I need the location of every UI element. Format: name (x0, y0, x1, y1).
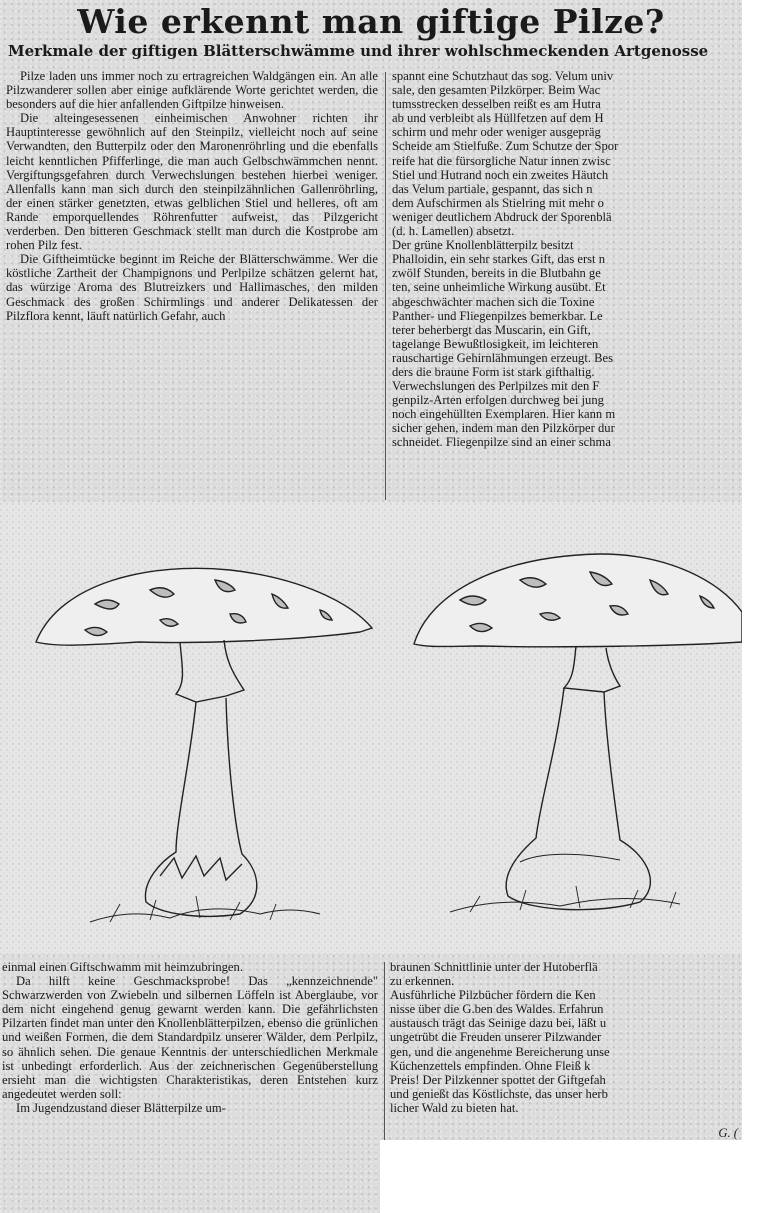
column-rule (385, 72, 386, 500)
two-mushrooms-drawing (0, 502, 742, 954)
text-line: terer beherbergt das Muscarin, ein Gift, (392, 322, 591, 337)
paragraph: Die alteingesessenen einheimischen Anwohner richten ihr Hauptinteresse gewöhnlich auf den Steinpilz, vielleicht noch auf seine Verwandten, den Butterpilz oder den Maronenröhrling und die ebenfalls leicht kenntlichen Pfifferlinge, die man auch Gelbschwämmchen nennt. Vergiftungsgefahren durch Verwechslungen bestehen hierbei weniger. Allenfalls kann man sich durch den steinpilzähnlichen Gallenröhrling, der einen stärker genetzten, etwas gelblichen Stiel und helleres, oft am Rande emporquellendes Röhrenfutter aufweist, das Pilzgericht verderben. Den bitteren Geschmack stellt man durch die Kostprobe am rohen Pilz fest. (6, 111, 378, 253)
text-line: gen, und die angenehme Bereicherung unse (390, 1044, 610, 1059)
text-line: sicher gehen, indem man den Pilzkörper dur (392, 421, 615, 436)
paragraph: Die Giftheimtücke beginnt im Reiche der Blätterschwämme. Wer die köstliche Zartheit der Champignons und Perlpilze schätzen gelernt hat, das würzige Aroma des Blutreizkers und Hallimasches, den milden Geschmack des großen Schirmlings und anderer Delikatessen der Pilzflora kennt, läuft natürlich Gefahr, auch (6, 252, 378, 323)
text-line: genpilz-Arten erfolgen durchweg bei jung (392, 393, 604, 408)
text-line: zu erkennen. (390, 974, 455, 989)
page-margin (742, 0, 776, 1213)
subheadline: Merkmale der giftigen Blätterschwämme und ihrer wohlschmeckenden Artgenosse (8, 42, 709, 60)
text-line: weniger deutlichem Abdruck der Sporenblä (392, 209, 612, 224)
text-line: spannt eine Schutzhaut das sog. Velum univ (392, 69, 614, 83)
text-line: braunen Schnittlinie unter der Hutoberflä (390, 960, 598, 974)
author-signature: G. ( (718, 1125, 738, 1140)
headline: Wie erkennt man giftige Pilze? (77, 2, 665, 41)
text-line: schneidet. Fliegenpilze sind an einer schma (392, 435, 611, 450)
text-line: sale, den gesamten Pilzkörper. Beim Wac (392, 83, 601, 98)
paragraph: einmal einen Giftschwamm mit heimzubringen. (2, 960, 243, 974)
column-rule (384, 962, 385, 1142)
text-line: tagelange Bewußtlosigkeit, im leichteren (392, 336, 599, 351)
text-line: nisse über die G.ben des Waldes. Erfahrun (390, 1002, 604, 1017)
mushroom-illustration (0, 502, 742, 954)
text-line: abgeschwächter machen sich die Toxine (392, 294, 595, 309)
text-line: Scheide am Stielfuße. Zum Schutze der Spor (392, 139, 619, 154)
text-line: schirm und mehr oder weniger ausgepräg (392, 125, 601, 140)
text-line: austausch trägt das Seinige dazu bei, läßt u (390, 1016, 607, 1031)
text-line: Verwechslungen des Perlpilzes mit den F (392, 379, 600, 394)
text-line: Der grüne Knollenblätterpilz besitzt (392, 238, 574, 253)
text-line: Preis! Der Pilzkenner spottet der Giftgefah (390, 1072, 606, 1087)
text-line: ten, seine unheimliche Wirkung ausübt. Et (392, 280, 606, 295)
text-line: tumsstrecken desselben reißt es am Hutra (392, 97, 601, 112)
text-line: rauschartige Gehirnlähmungen erzeugt. Bes (392, 350, 614, 365)
article-column-right-bottom (390, 960, 742, 1140)
text-line: ab und verbleibt als Hüllfetzen auf dem H (392, 111, 604, 126)
paragraph: Da hilft keine Geschmacksprobe! Das „kennzeichnende" Schwarzwerden von Zwiebeln und silbernen Löffeln ist Aberglaube, vor dem nicht eingehend genug gewarnt werden kann. Die gefährlichsten Pilzarten findet man unter den Knollenblätterpilzen, ebenso die grünlichen und weißen Formen, die dem Standardpilz unserer Wälder, dem Perlpilz, so ähnlich sehen. Die genaue Kenntnis der unterschiedlichen Merkmale ist unbedingt erforderlich. Aus der zeichnerischen Gegenüberstellung ersieht man die wichtigsten Charakteristikas, deren Entstehen kurz angedeutet werden soll: (2, 974, 378, 1101)
blank-area (380, 1140, 742, 1213)
article-column-left-top (6, 69, 378, 501)
text-line: das Velum partiale, gespannt, das sich n (392, 181, 593, 196)
text-line: Panther- und Fliegenpilzes bemerkbar. Le (392, 308, 603, 323)
article-column-left-bottom (2, 960, 378, 1210)
text-line: Phalloidin, ein sehr starkes Gift, das erst n (392, 252, 606, 267)
text-line: (d. h. Lamellen) absetzt. (392, 224, 515, 239)
article-column-right-top (392, 69, 742, 501)
text-line: reife hat die fürsorgliche Natur innen zwisc (392, 153, 611, 168)
text-line: ders die braune Form ist stark gifthaltig. (392, 364, 595, 379)
text-line: licher Wald zu bieten hat. (390, 1100, 519, 1115)
paragraph: Im Jugendzustand dieser Blätterpilze um- (16, 1100, 226, 1115)
text-line: ungetrübt die Freuden unserer Pilzwander (390, 1030, 602, 1045)
paragraph: Pilze laden uns immer noch zu ertragreichen Waldgängen ein. An alle Pilzwanderer sollen aber einige aufklärende Worte gerichtet werden, die besonders auf die hier anfallenden Giftpilze hinweisen. (6, 69, 378, 112)
text-line: Küchenzettels empfinden. Ohne Fleiß k (390, 1058, 591, 1073)
text-line: dem Aufschirmen als Stielring mit mehr o (392, 195, 604, 210)
text-line: und genießt das Köstlichste, das unser herb (390, 1086, 608, 1101)
text-line: Stiel und Hutrand noch ein zweites Häutch (392, 167, 609, 182)
text-line: noch eingehüllten Exemplaren. Hier kann m (392, 407, 616, 422)
text-line: zwölf Stunden, bereits in die Blutbahn ge (392, 266, 601, 281)
text-line: Ausführliche Pilzbücher fördern die Ken (390, 988, 596, 1003)
